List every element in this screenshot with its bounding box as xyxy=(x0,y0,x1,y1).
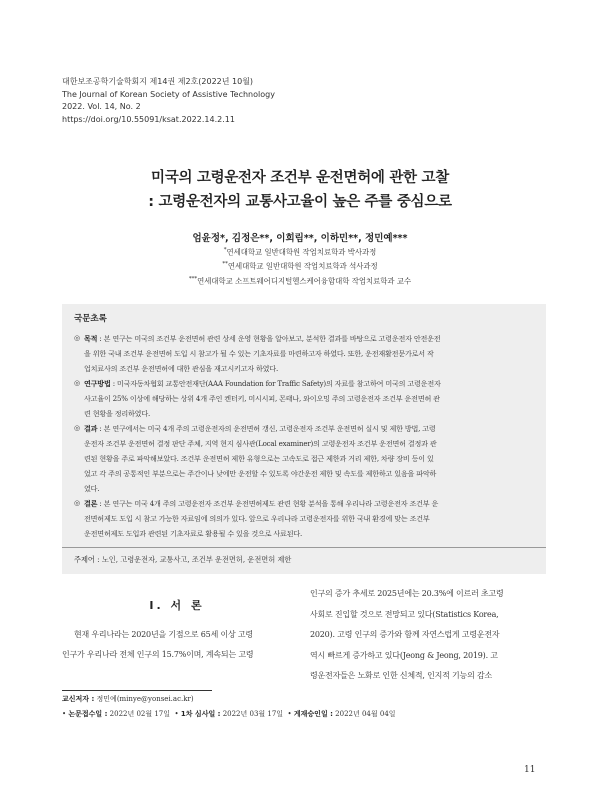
body-line: 인구가 우리나라 전체 인구의 15.7%이며, 계속되는 고령 xyxy=(62,650,254,659)
abstract-line: 였다. xyxy=(84,484,100,493)
received-value: 2022년 02월 17일 xyxy=(109,710,171,718)
body-line: 령운전자들은 노화로 인한 신체적, 인지적 기능의 감소 xyxy=(310,671,493,680)
abstract-line xyxy=(84,331,534,346)
abstract-line: 련 현황을 정리하였다. xyxy=(84,409,151,418)
bullet-icon: • xyxy=(287,710,292,718)
page-number: 11 xyxy=(524,765,536,775)
body-line: 역시 빠르게 증가하고 있다(Jeong & Jeong, 2019). 고 xyxy=(310,650,498,660)
abstract-label: 결과 xyxy=(84,424,98,433)
paper-title xyxy=(0,166,600,214)
affiliation-text: 연세대학교 소프트웨어디지털헬스케어융합대학 작업치료학과 교수 xyxy=(197,276,412,286)
bullet-icon: • xyxy=(174,710,179,718)
abstract-purpose xyxy=(74,331,534,376)
abstract-label: 목적 xyxy=(84,334,98,343)
body-paragraph xyxy=(62,625,292,666)
corresponding-label: 교신저자 : xyxy=(62,695,95,703)
title-line-1: 미국의 고령운전자 조건부 운전면허에 관한 고찰 xyxy=(151,170,449,186)
body-line: 인구의 증가 추세로 2025년에는 20.3%에 이르러 초고령 xyxy=(310,589,504,598)
journal-english-name: The Journal of Korean Society of Assistive Technology xyxy=(62,89,275,99)
abstract-text: : 본 연구는 미국의 조건부 운전면허 관련 상세 운영 현황을 알아보고, 분석한 결과를 바탕으로 고령운전자 안전운전 xyxy=(99,334,441,343)
corresponding-author xyxy=(62,694,194,704)
affiliation-text: 연세대학교 일반대학원 작업치료학과 석사과정 xyxy=(227,261,378,271)
section-heading-introduction: I. 서 론 xyxy=(149,599,205,612)
abstract-line: 련된 현황을 주로 파악해보았다. 조건부 운전면허 제한 유형으로는 고속도로 접근 제한과 거리 제한, 차량 장비 등이 있 xyxy=(84,454,434,463)
review-value: 2022년 03월 17일 xyxy=(222,710,284,718)
abstract-line: 운전자 조건부 운전면허 결정 판단 주체, 지역 현지 심사관(Local examiner)의 고령운전자 조건부 운전면허 결정과 관 xyxy=(84,439,437,448)
affiliation-mark: *** xyxy=(188,275,198,282)
accepted-label: 게재승인일 : xyxy=(293,710,333,718)
abstract-results xyxy=(74,421,534,496)
abstract-box xyxy=(62,304,546,574)
abstract-line: 사고율이 25% 이상에 해당하는 상위 4개 주인 켄터키, 미시시피, 몬태나, 와이오밍 주의 고령운전자 조건부 운전면허 관 xyxy=(84,394,440,403)
affiliations xyxy=(0,244,600,287)
abstract-text: : 본 연구는 미국 4개 주의 고령운전자 조건부 운전면허제도 관련 현황 분석을 통해 우리나라 고령운전자 조건부 운 xyxy=(99,499,439,508)
bullet-icon: ◎ xyxy=(74,499,80,507)
abstract-label: 연구방법 xyxy=(84,379,111,388)
journal-volume: 2022. Vol. 14, No. 2 xyxy=(62,102,141,112)
abstract-line xyxy=(84,421,534,436)
body-line: 2020). 고령 인구의 증가와 함께 자연스럽게 고령운전자 xyxy=(310,630,500,639)
abstract-heading: 국문초록 xyxy=(74,314,107,324)
affiliation-mark: * xyxy=(223,247,227,253)
abstract-conclusion xyxy=(74,496,534,541)
bullet-icon: ◎ xyxy=(74,334,80,342)
body-left-column xyxy=(62,584,292,666)
affiliation-text: 연세대학교 일반대학원 작업치료학과 박사과정 xyxy=(226,247,377,257)
affiliation-3 xyxy=(0,273,600,287)
title-line-2: : 고령운전자의 교통사고율이 높은 주를 중심으로 xyxy=(148,194,452,210)
body-line: 사회로 진입할 것으로 전망되고 있다(Statistics Korea, xyxy=(310,609,499,619)
abstract-line: 운전면허제도 도입과 관련된 기초자료로 활용될 수 있을 것으로 사료된다. xyxy=(84,529,303,538)
keywords-label: 주제어 : xyxy=(74,555,100,564)
journal-info xyxy=(62,76,275,127)
body-line: 현재 우리나라는 2020년을 기점으로 65세 이상 고령 xyxy=(74,629,253,639)
journal-korean-issue: 대한보조공학기술학회지 제14권 제2호(2022년 10월) xyxy=(62,77,254,86)
corresponding-value: 정민예(minye@yonsei.ac.kr) xyxy=(96,695,194,703)
review-label: 1차 심사일 : xyxy=(180,710,221,718)
abstract-line: 었고 각 주의 공통적인 부분으로는 주간이나 낮에만 운전할 수 있도록 야간운전 제한 및 속도를 제한하고 있음을 파악하 xyxy=(84,469,437,478)
affiliation-2 xyxy=(0,258,600,272)
bullet-icon: • xyxy=(62,710,67,718)
abstract-line xyxy=(84,496,534,511)
footnote-divider xyxy=(62,690,212,691)
abstract-line: 전면허제도 도입 시 참고 가능한 자료임에 의의가 있다. 앞으로 우리나라 고령운전자를 위한 국내 환경에 맞는 조건부 xyxy=(84,514,430,523)
keywords xyxy=(74,548,534,565)
keywords-text: 노인, 고령운전자, 교통사고, 조건부 운전면허, 운전면허 제한 xyxy=(101,555,292,564)
bullet-icon: ◎ xyxy=(74,379,80,387)
abstract-label: 결론 xyxy=(84,499,98,508)
accepted-value: 2022년 04월 04일 xyxy=(335,710,396,718)
submission-dates xyxy=(62,709,396,719)
abstract-text: : 본 연구에서는 미국 4개 주의 고령운전자의 운전면허 갱신, 고령운전자 조건부 운전면허 실시 및 제한 방법, 고령 xyxy=(99,424,436,433)
journal-doi-link[interactable]: https://doi.org/10.55091/ksat.2022.14.2.11 xyxy=(62,115,235,125)
abstract-text: : 미국자동차협회 교통안전재단(AAA Foundation for Traffic Safety)의 자료를 참고하여 미국의 고령운전자 xyxy=(112,379,441,388)
received-label: 논문접수일 : xyxy=(68,710,108,718)
abstract-line: 을 위한 국내 조건부 운전면허 도입 시 참고가 될 수 있는 기초자료를 마련하고자 하였다. 또한, 운전재활전문가로서 작 xyxy=(84,349,434,358)
bullet-icon: ◎ xyxy=(74,424,80,432)
affiliation-1 xyxy=(0,244,600,258)
abstract-line: 업치료사의 조건부 운전면허에 대한 관심을 재고시키고자 하였다. xyxy=(84,364,279,373)
author-list: 엄윤정*, 김정은**, 이희림**, 이하민**, 정민예*** xyxy=(192,233,408,244)
abstract-method xyxy=(74,376,534,421)
body-right-column xyxy=(310,584,546,687)
abstract-line xyxy=(84,376,534,391)
affiliation-mark: ** xyxy=(222,261,228,268)
